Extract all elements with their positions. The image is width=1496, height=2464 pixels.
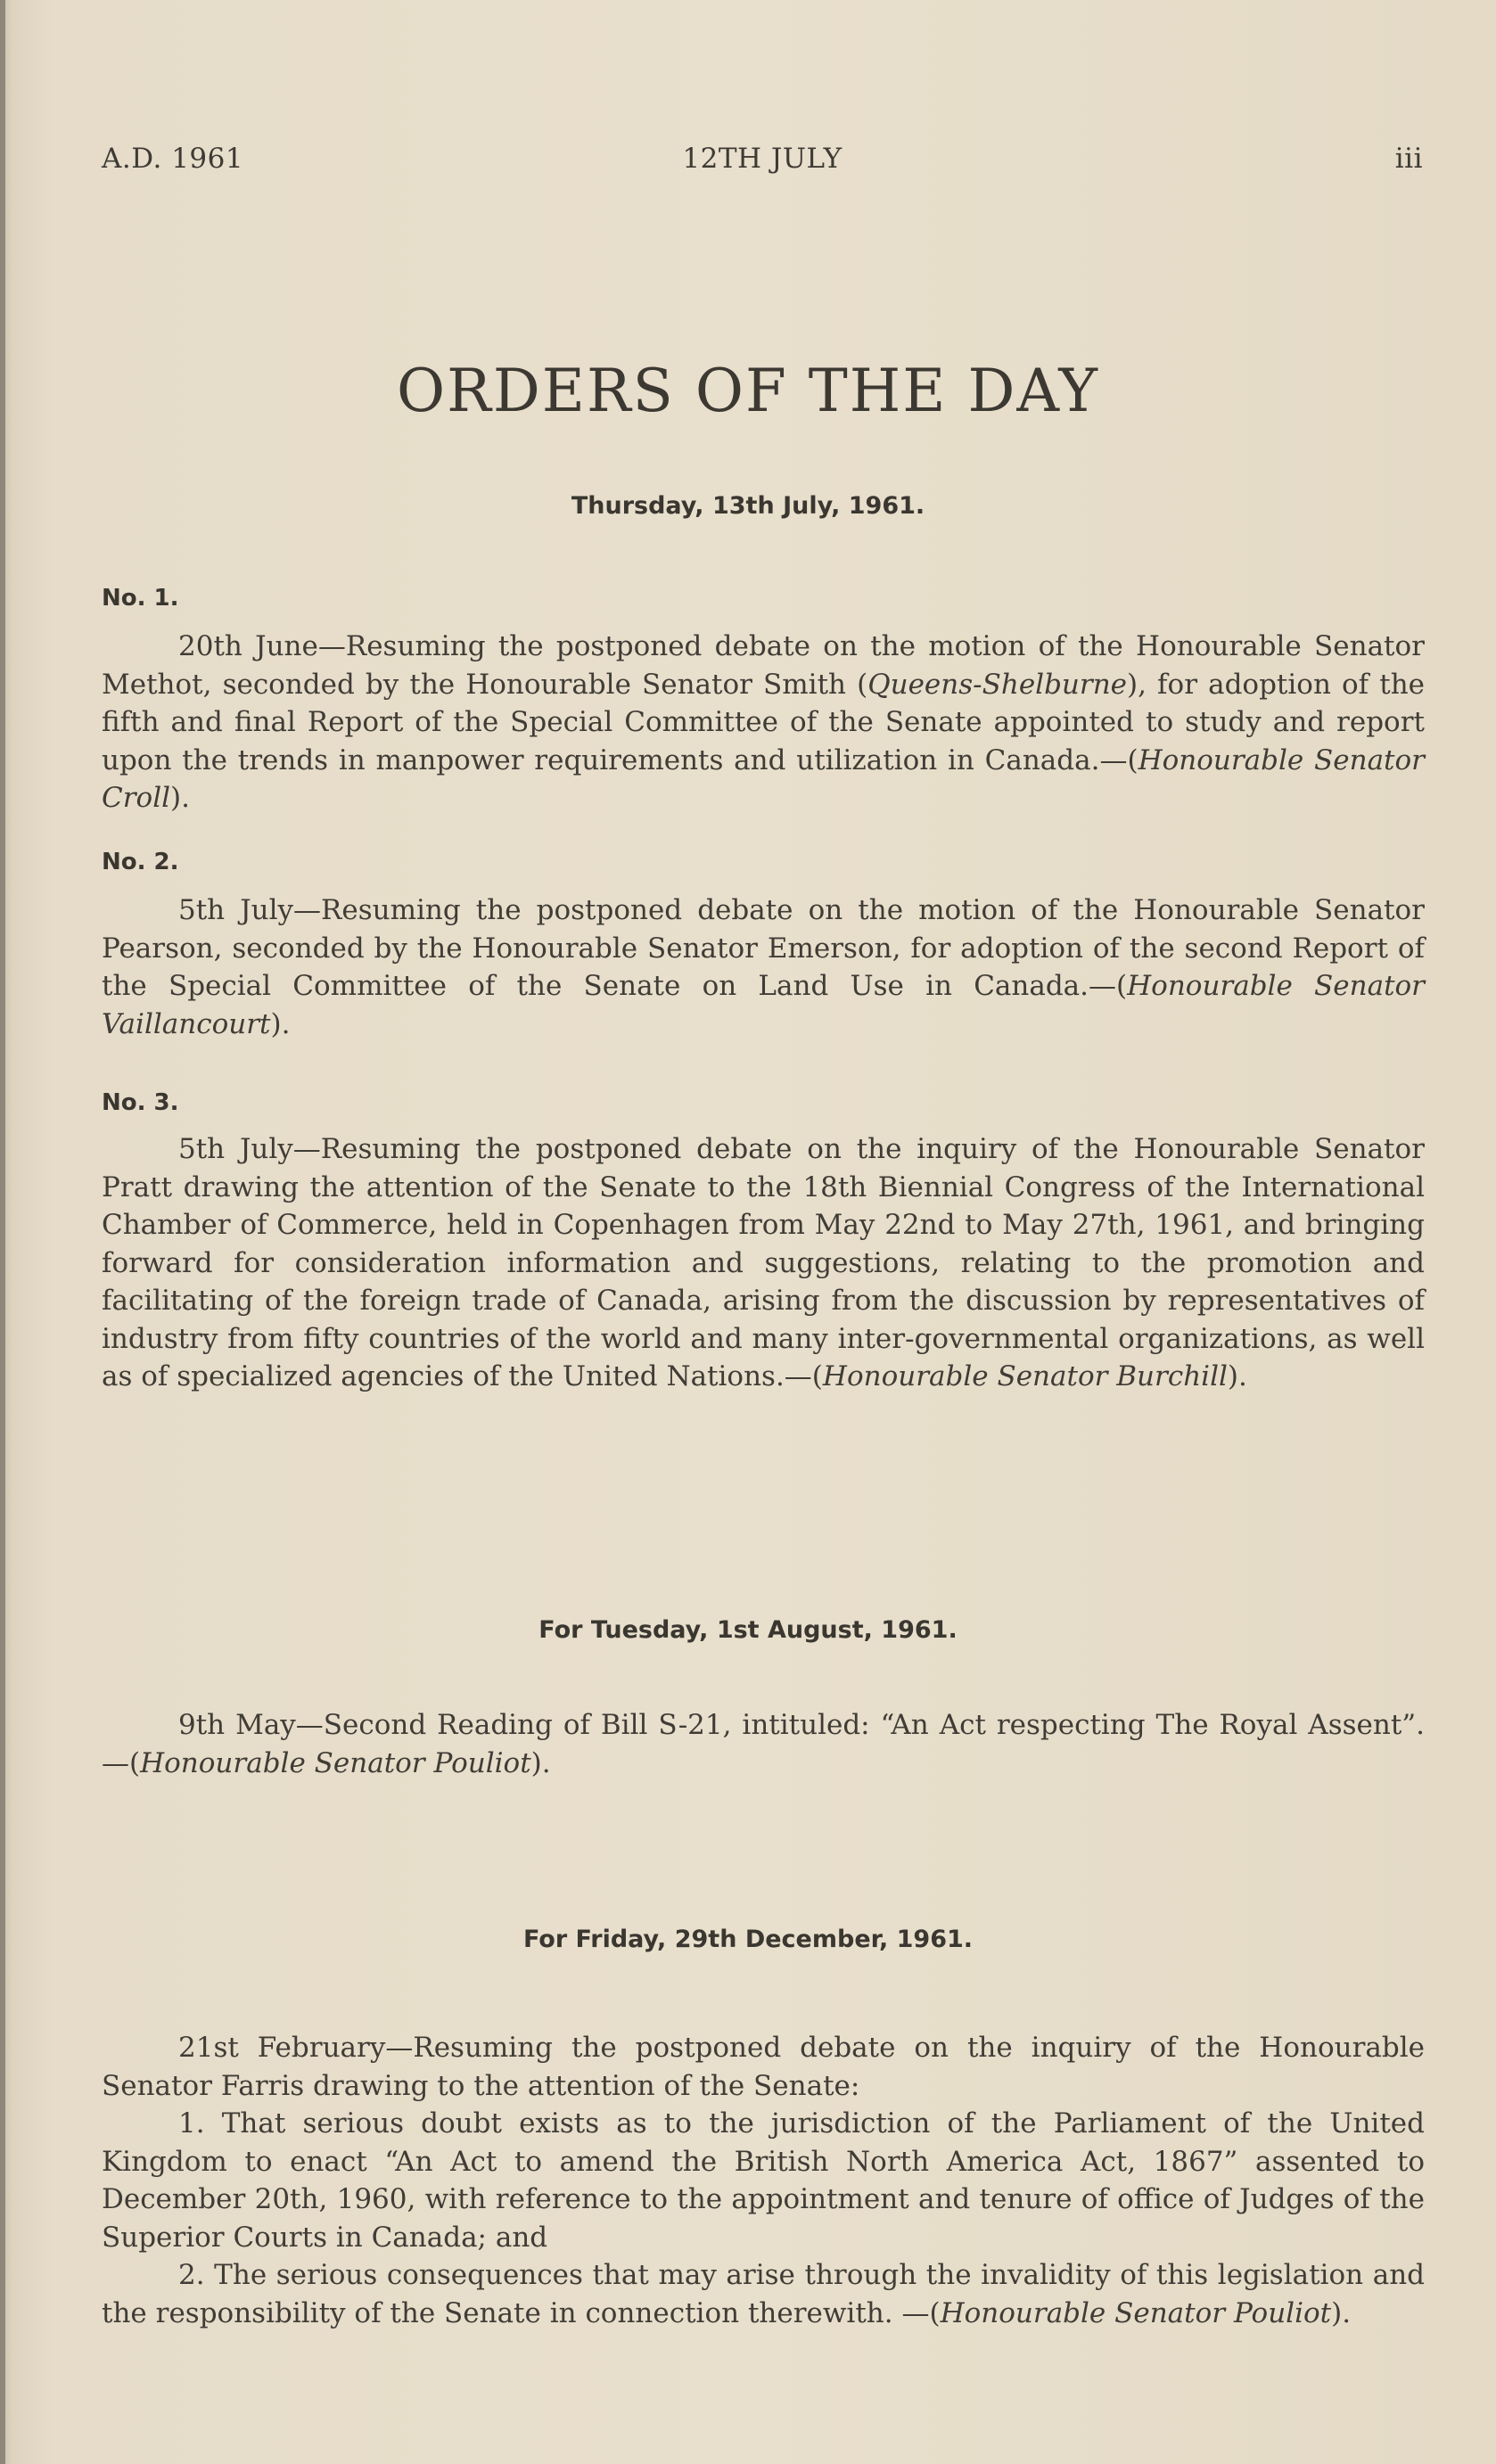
item-1-text-a: 20th June—Resuming the postponed debate on the motion of the Honourable Senator Methot, seconded by the Honourable Senator Smith (: [102, 630, 1425, 701]
item-number-2: No. 2.: [102, 849, 179, 875]
item-3-italic-a: Honourable Senator Burchill: [822, 1360, 1228, 1392]
item-2-text-b: ).: [270, 1007, 291, 1040]
item-3-text: [102, 1130, 1425, 1396]
item-number-3: No. 3.: [102, 1089, 179, 1116]
item-2-text-a: 5th July—Resuming the postponed debate on the motion of the Honourable Senator Pearson, seconded by the Honourable Senator Emerson, for adoption of the second Report of the Special Committee of the Senate on Land Use in Canada.—(: [102, 894, 1425, 1002]
tuesday-italic-a: Honourable Senator Pouliot: [140, 1746, 531, 1779]
item-1-text-c: ).: [170, 782, 190, 814]
item-1-text: [102, 628, 1425, 817]
friday-item-text: [102, 2029, 1425, 2332]
tuesday-item-text: [102, 1706, 1425, 1782]
friday-point-2: [102, 2256, 1425, 2332]
page-title: ORDERS OF THE DAY: [397, 357, 1099, 425]
running-head-year: A.D. 1961: [102, 143, 244, 175]
running-head-date: 12TH JULY: [682, 143, 843, 175]
section-heading-friday: For Friday, 29th December, 1961.: [522, 1926, 974, 1953]
friday-point-2-text-a: 2. The serious consequences that may arise through the invalidity of this legislation and the responsibility of the Senate in connection therewith. —(: [102, 2259, 1425, 2329]
item-1-italic-b: Honourable Senator Croll: [102, 743, 1425, 814]
friday-point-1: 1. That serious doubt exists as to the jurisdiction of the Parliament of the United Kingdom to enact “An Act to amend the British North America Act, 1867” assented to December 20th, 1960, with reference to the appointment and tenure of office of Judges of the Superior Courts in Canada; and: [102, 2107, 1425, 2254]
section-heading-thursday: Thursday, 13th July, 1961.: [571, 492, 925, 520]
friday-point-2-text-b: ).: [1331, 2296, 1352, 2329]
friday-point-2-italic: Honourable Senator Pouliot: [940, 2296, 1332, 2329]
section-heading-tuesday: For Tuesday, 1st August, 1961.: [538, 1616, 958, 1644]
friday-intro: 21st February—Resuming the postponed debate on the inquiry of the Honourable Senator Farris drawing to the attention of the Senate:: [102, 2032, 1425, 2102]
item-number-1: No. 1.: [102, 585, 179, 612]
item-3-text-a: 5th July—Resuming the postponed debate on the inquiry of the Honourable Senator Pratt drawing the attention of the Senate to the 18th Biennial Congress of the International Chamber of Commerce, held in Copenhagen from May 22nd to May 27th, 1961, and bringing forward for consideration information and suggestions, relating to the promotion and facilitating of the foreign trade of Canada, arising from the discussion by representatives of industry from fifty countries of the world and many inter-governmental organizations, as well as of specialized agencies of the United Nations.—(: [102, 1133, 1425, 1392]
page-number: iii: [1394, 143, 1423, 175]
item-1-italic-a: Queens-Shelburne: [867, 668, 1128, 701]
item-1-text-b: ), for adoption of the fifth and final Report of the Special Committee of the Senate appointed to study and report upon the trends in manpower requirements and utilization in Canada.—(: [102, 668, 1426, 776]
item-3-text-b: ).: [1227, 1360, 1247, 1392]
tuesday-text-a: 9th May—Second Reading of Bill S-21, intituled: “An Act respecting The Royal Assent”.—(: [102, 1709, 1425, 1779]
tuesday-text-b: ).: [530, 1746, 551, 1779]
item-2-italic-a: Honourable Senator Vaillancourt: [102, 970, 1426, 1040]
item-2-text: [102, 891, 1425, 1043]
